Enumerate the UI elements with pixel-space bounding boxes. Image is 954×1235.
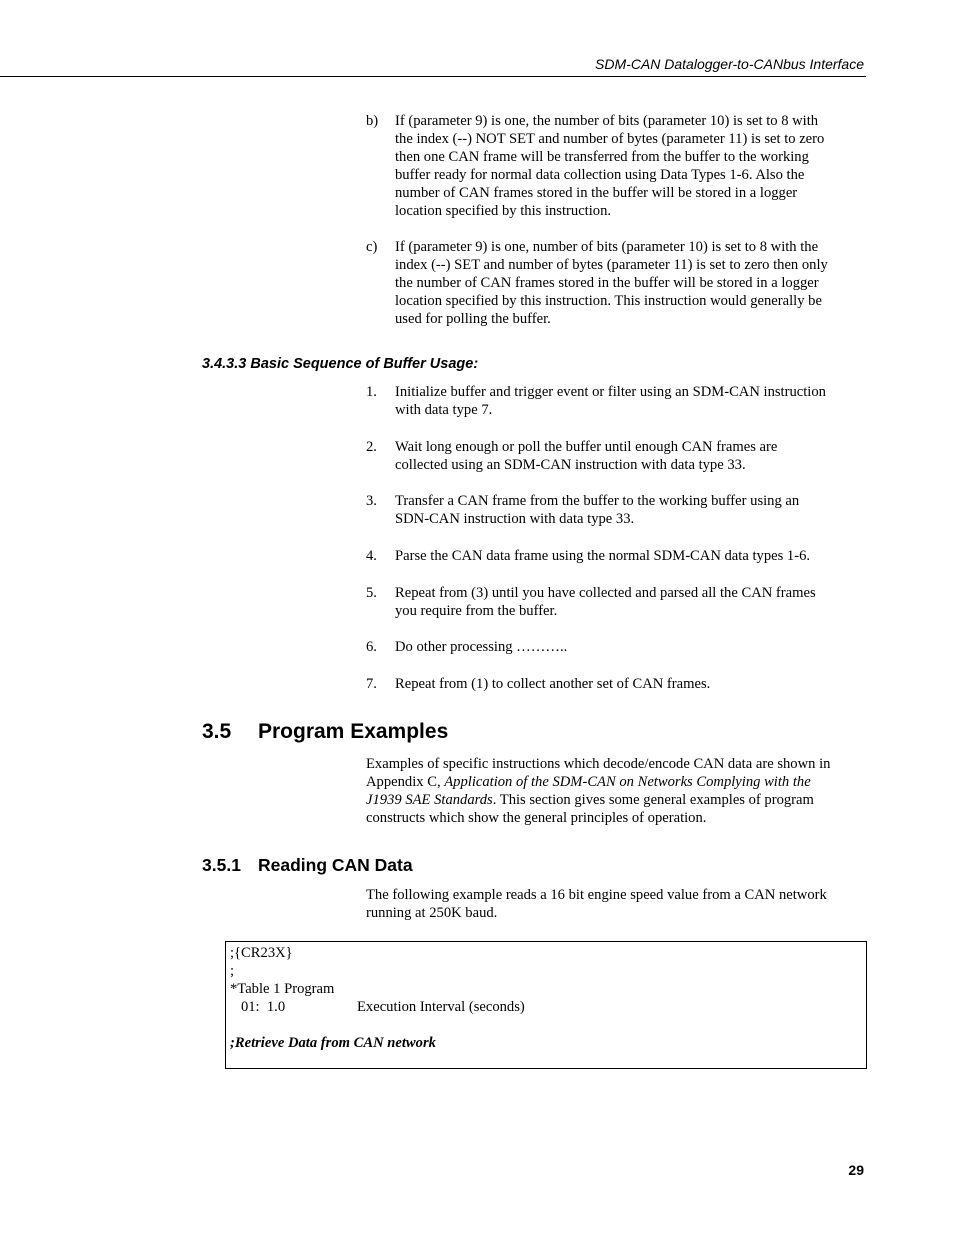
section-heading-3433: 3.4.3.3 Basic Sequence of Buffer Usage: <box>202 356 479 372</box>
code-line <box>230 998 830 1016</box>
code-instruction: 01: 1.0 <box>230 999 286 1015</box>
section-number: 3.5.1 <box>202 855 241 875</box>
code-line: *Table 1 Program <box>230 981 335 997</box>
step-number: 1. <box>366 384 377 400</box>
step-text <box>395 675 865 693</box>
list-label: c) <box>366 239 378 255</box>
section-heading-35 <box>202 720 448 744</box>
text-run: Appendix C, <box>366 774 445 790</box>
text-line: Repeat from (1) to collect another set of CAN frames. <box>395 676 711 692</box>
text-line: with data type 7. <box>395 402 493 418</box>
step-text <box>395 383 865 419</box>
appendix-title-italic: J1939 SAE Standards <box>366 792 493 808</box>
step-number: 5. <box>366 585 377 601</box>
text-line: Do other processing ……….. <box>395 639 568 655</box>
text-line: index (--) SET and number of bytes (parameter 11) is set to zero then only <box>395 257 828 273</box>
step-text <box>395 438 865 474</box>
text-line: then one CAN frame will be transferred from the buffer to the working <box>395 149 809 165</box>
text-line: number of CAN frames stored in the buffer will be stored in a logger <box>395 185 798 201</box>
step-text <box>395 547 865 565</box>
step-text <box>395 492 865 528</box>
text-line: Repeat from (3) until you have collected and parsed all the CAN frames <box>395 585 816 601</box>
text-line: used for polling the buffer. <box>395 311 551 327</box>
text-line: location specified by this instruction. This instruction would generally be <box>395 293 822 309</box>
section-35-paragraph <box>366 755 866 827</box>
section-number: 3.5 <box>202 720 232 743</box>
text-line: buffer ready for normal data collection using Data Types 1-6. Also the <box>395 167 805 183</box>
step-number: 6. <box>366 639 377 655</box>
code-line: ; <box>230 963 235 979</box>
step-number: 3. <box>366 493 377 509</box>
text-line: location specified by this instruction. <box>395 203 612 219</box>
text-line: Initialize buffer and trigger event or filter using an SDM-CAN instruction <box>395 384 826 400</box>
section-351-paragraph <box>366 886 866 922</box>
step-text <box>395 584 865 620</box>
header-rule <box>0 76 866 77</box>
code-description: Execution Interval (seconds) <box>357 999 525 1015</box>
text-line: Parse the CAN data frame using the normal SDM-CAN data types 1-6. <box>395 548 811 564</box>
list-item-b <box>366 112 866 222</box>
text-line: running at 250K baud. <box>366 905 498 921</box>
code-line: ;{CR23X} <box>230 945 293 961</box>
text-run: . This section gives some general examples of program <box>492 792 814 808</box>
step-number: 2. <box>366 439 377 455</box>
list-text <box>395 112 865 220</box>
text-line <box>366 791 866 809</box>
text-line: you require from the buffer. <box>395 603 558 619</box>
code-comment: ;Retrieve Data from CAN network <box>230 1035 436 1051</box>
step-text <box>395 638 865 656</box>
text-line: Examples of specific instructions which decode/encode CAN data are shown in <box>366 756 831 772</box>
text-line: the index (--) NOT SET and number of bytes (parameter 11) is set to zero <box>395 131 825 147</box>
text-line: constructs which show the general principles of operation. <box>366 810 707 826</box>
code-listing-box <box>225 941 867 1069</box>
text-line: Wait long enough or poll the buffer until enough CAN frames are <box>395 439 778 455</box>
running-header-title: SDM-CAN Datalogger-to-CANbus Interface <box>595 56 864 72</box>
text-line: SDN-CAN instruction with data type 33. <box>395 511 635 527</box>
section-title: Program Examples <box>258 720 449 743</box>
text-line <box>366 773 866 791</box>
text-line: The following example reads a 16 bit engine speed value from a CAN network <box>366 887 827 903</box>
page-number: 29 <box>848 1162 864 1178</box>
step-number: 7. <box>366 676 377 692</box>
text-line: the number of CAN frames stored in the buffer will be stored in a logger <box>395 275 819 291</box>
text-line: Transfer a CAN frame from the buffer to the working buffer using an <box>395 493 800 509</box>
section-heading-351 <box>202 855 413 876</box>
text-line: If (parameter 9) is one, the number of bits (parameter 10) is set to 8 with <box>395 113 819 129</box>
list-text <box>395 238 865 328</box>
list-label: b) <box>366 113 379 129</box>
text-line: collected using an SDM-CAN instruction with data type 33. <box>395 457 746 473</box>
text-line: If (parameter 9) is one, number of bits (parameter 10) is set to 8 with the <box>395 239 819 255</box>
section-title: Reading CAN Data <box>258 855 413 875</box>
list-item-c <box>366 238 866 330</box>
appendix-title-italic: Application of the SDM-CAN on Networks Complying with the <box>444 774 811 790</box>
step-number: 4. <box>366 548 377 564</box>
